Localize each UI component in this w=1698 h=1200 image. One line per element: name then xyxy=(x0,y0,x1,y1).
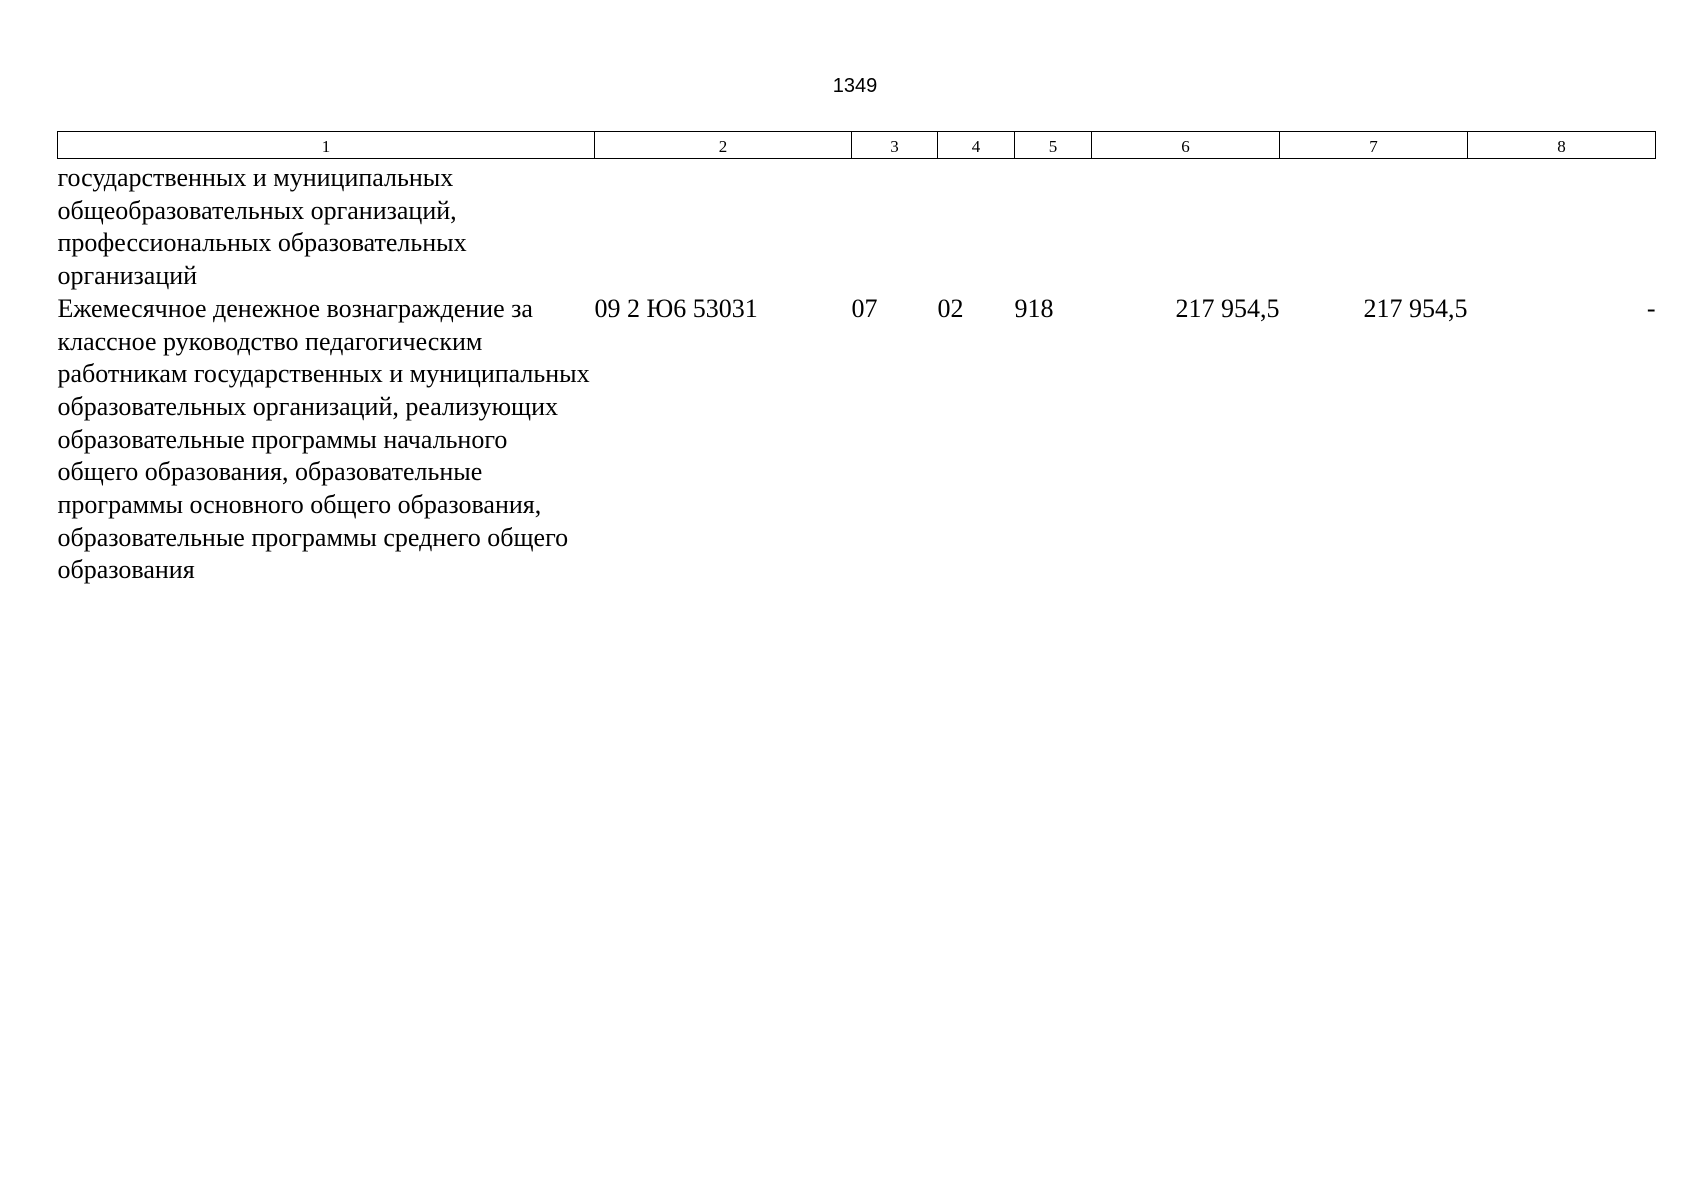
row-col4: 02 xyxy=(937,293,964,323)
row-code: 09 2 Ю6 53031 xyxy=(594,293,758,323)
row-name: государственных и муниципальных общеобразовательных организаций, профессиональных образовательных организаций xyxy=(57,163,467,291)
column-header-4: 4 xyxy=(938,132,1015,159)
row-col8: - xyxy=(1646,293,1656,323)
column-header-2: 2 xyxy=(595,132,852,159)
page-number: 1349 xyxy=(832,75,878,97)
row-col3 xyxy=(852,159,938,293)
column-header-3: 3 xyxy=(852,132,938,159)
row-col3: 07 xyxy=(851,293,878,323)
column-header-6: 6 xyxy=(1092,132,1280,159)
budget-table xyxy=(57,131,1656,587)
table-row xyxy=(58,159,1656,293)
row-col7 xyxy=(1280,159,1468,293)
row-code xyxy=(595,159,852,293)
row-col8 xyxy=(1468,159,1656,293)
row-col4 xyxy=(938,159,1015,293)
row-name: Ежемесячное денежное вознаграждение за классное руководство педагогическим работникам государственных и муниципальных образовательных организаций, реализующих образовательные программы начального общего образования, образовательные программы основного общего образования, образовательные программы среднего общего образования xyxy=(57,293,590,585)
column-header-1: 1 xyxy=(58,132,595,159)
row-col6 xyxy=(1092,159,1280,293)
row-col5: 918 xyxy=(1014,293,1054,323)
column-header-8: 8 xyxy=(1468,132,1656,159)
table-row xyxy=(58,293,1656,587)
column-header-5: 5 xyxy=(1015,132,1092,159)
row-col7: 217 954,5 xyxy=(1363,293,1468,323)
column-number-row xyxy=(58,132,1656,159)
column-header-7: 7 xyxy=(1280,132,1468,159)
row-col6: 217 954,5 xyxy=(1175,293,1280,323)
row-col5 xyxy=(1015,159,1092,293)
